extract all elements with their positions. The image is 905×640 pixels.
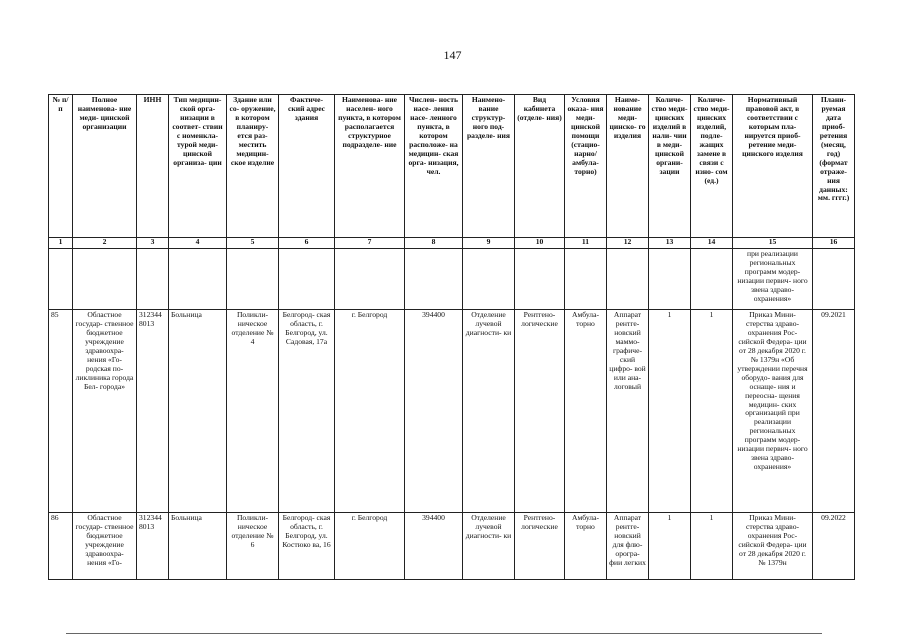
locality: г. Белгород [335, 513, 405, 580]
legal-act: Приказ Мини- стерства здраво- охранения Рос- сийской Федера- ции от 28 декабря 2020 г. № 1379н «Об утверждении перечня оборудо- вания для оснаще- ния и переосна- щения медицин- ских организаций при реализации региональных программ модер- низации первич- ного звена здраво- охранения» [733, 310, 813, 513]
empty-cell [49, 249, 73, 310]
cabinet-type: Рентгено- логические [515, 310, 565, 513]
header-cell-qty: Количе- ство меди- цинских изделий в нали- чии в меди- цинской органи- зации [649, 95, 691, 238]
column-number: 3 [137, 238, 169, 249]
address: Белгород- ская область, г. Белгород, ул. Садовая, 17а [279, 310, 335, 513]
column-number: 6 [279, 238, 335, 249]
column-number: 14 [691, 238, 733, 249]
care-conditions: Амбула- торно [565, 513, 607, 580]
population: 394400 [405, 513, 463, 580]
empty-cell [73, 249, 137, 310]
header-cell-inn: ИНН [137, 95, 169, 238]
population: 394400 [405, 310, 463, 513]
address: Белгород- ская область, г. Белгород, ул. Костюко ва, 16 [279, 513, 335, 580]
empty-cell [691, 249, 733, 310]
table-row [49, 513, 855, 580]
column-number: 11 [565, 238, 607, 249]
empty-cell [463, 249, 515, 310]
empty-cell [169, 249, 227, 310]
column-number: 9 [463, 238, 515, 249]
org-type: Больница [169, 513, 227, 580]
header-cell-locality: Наименова- ние населен- ного пункта, в котором располагается структурное подразделе- ние [335, 95, 405, 238]
header-cell-replace: Количе- ство меди- цинских изделий, подле- жащих замене в связи с изно- сом (ед.) [691, 95, 733, 238]
column-number: 1 [49, 238, 73, 249]
header-cell-population: Числен- ность насе- ления насе- ленного пункта, в котором расположе- на медицин- ская орга- низация, чел. [405, 95, 463, 238]
empty-cell [565, 249, 607, 310]
subdivision: Отделение лучевой диагности- ки [463, 310, 515, 513]
inn-value: 312344 8013 [137, 310, 169, 513]
header-cell-building: Здание или со- оружение, в котором планиру- ется раз- местить медицин- ское изделие [227, 95, 279, 238]
empty-cell [137, 249, 169, 310]
continuation-row [49, 249, 855, 310]
header-cell-number: № п/п [49, 95, 73, 238]
row-number: 86 [49, 513, 73, 580]
legal-act: Приказ Мини- стерства здраво- охранения Рос- сийской Федера- ции от 28 декабря 2020 г. № 1379н [733, 513, 813, 580]
column-number: 10 [515, 238, 565, 249]
device-qty: 1 [649, 513, 691, 580]
planned-date: 09.2021 [813, 310, 855, 513]
empty-cell [813, 249, 855, 310]
row-number: 85 [49, 310, 73, 513]
locality: г. Белгород [335, 310, 405, 513]
inn-value: 312344 8013 [137, 513, 169, 580]
device-qty: 1 [649, 310, 691, 513]
column-number: 5 [227, 238, 279, 249]
page-bottom-rule [66, 633, 822, 634]
device-name: Аппарат рентге- новский для флю- орогра- фии легких [607, 513, 649, 580]
page-number: 147 [443, 48, 462, 62]
column-number: 4 [169, 238, 227, 249]
empty-cell [515, 249, 565, 310]
planned-date: 09.2022 [813, 513, 855, 580]
column-number: 7 [335, 238, 405, 249]
column-number: 12 [607, 238, 649, 249]
device-replace-qty: 1 [691, 310, 733, 513]
continuation-legal-act: при реализации региональных программ модер- низации первич- ного звена здраво- охранения» [733, 249, 813, 310]
org-name: Областное государ- ственное бюджетное учреждение здравоохра- нения «Го- [73, 513, 137, 580]
subdivision: Отделение лучевой диагности- ки [463, 513, 515, 580]
header-cell-org-type: Тип медицин- ской орга- низации в соответ- ствии с номенкла- турой меди- цинской организа- ции [169, 95, 227, 238]
column-number-row [49, 238, 855, 249]
header-cell-conditions: Условия оказа- ния меди- цинской помощи (стацио- нарно/ амбула- торно) [565, 95, 607, 238]
org-name: Областное государ- ственное бюджетное учреждение здравоохра- нения «Го- родская по- ликлиника города Бел- города» [73, 310, 137, 513]
device-name: Аппарат рентге- новский маммо- графиче- ский цифро- вой или ана- логовый [607, 310, 649, 513]
building: Поликли- ническое отделение № 6 [227, 513, 279, 580]
header-cell-cabinet: Вид кабинета (отделе- ния) [515, 95, 565, 238]
device-replace-qty: 1 [691, 513, 733, 580]
header-row [49, 95, 855, 238]
empty-cell [335, 249, 405, 310]
header-cell-date: Плани- руемая дата приоб- ретения (месяц, год) (формат отраже- ния данных: мм. гггг.) [813, 95, 855, 238]
table-row [49, 310, 855, 513]
header-cell-legal-act: Нормативный правовой акт, в соответствии с которым пла- нируется приоб- ретение меди- цинского изделия [733, 95, 813, 238]
header-cell-address: Фактиче- ский адрес здания [279, 95, 335, 238]
empty-cell [405, 249, 463, 310]
header-cell-device: Наиме- нование меди- цинско- го изделия [607, 95, 649, 238]
empty-cell [279, 249, 335, 310]
column-number: 16 [813, 238, 855, 249]
building: Поликли- ническое отделение № 4 [227, 310, 279, 513]
column-number: 8 [405, 238, 463, 249]
column-number: 13 [649, 238, 691, 249]
column-number: 15 [733, 238, 813, 249]
care-conditions: Амбула- торно [565, 310, 607, 513]
empty-cell [227, 249, 279, 310]
register-table [48, 94, 855, 580]
empty-cell [607, 249, 649, 310]
org-type: Больница [169, 310, 227, 513]
header-cell-subdivision: Наимено- вание структур- ного под- разделе- ния [463, 95, 515, 238]
column-number: 2 [73, 238, 137, 249]
empty-cell [649, 249, 691, 310]
cabinet-type: Рентгено- логические [515, 513, 565, 580]
header-cell-org-name: Полное наименова- ние меди- цинской организации [73, 95, 137, 238]
